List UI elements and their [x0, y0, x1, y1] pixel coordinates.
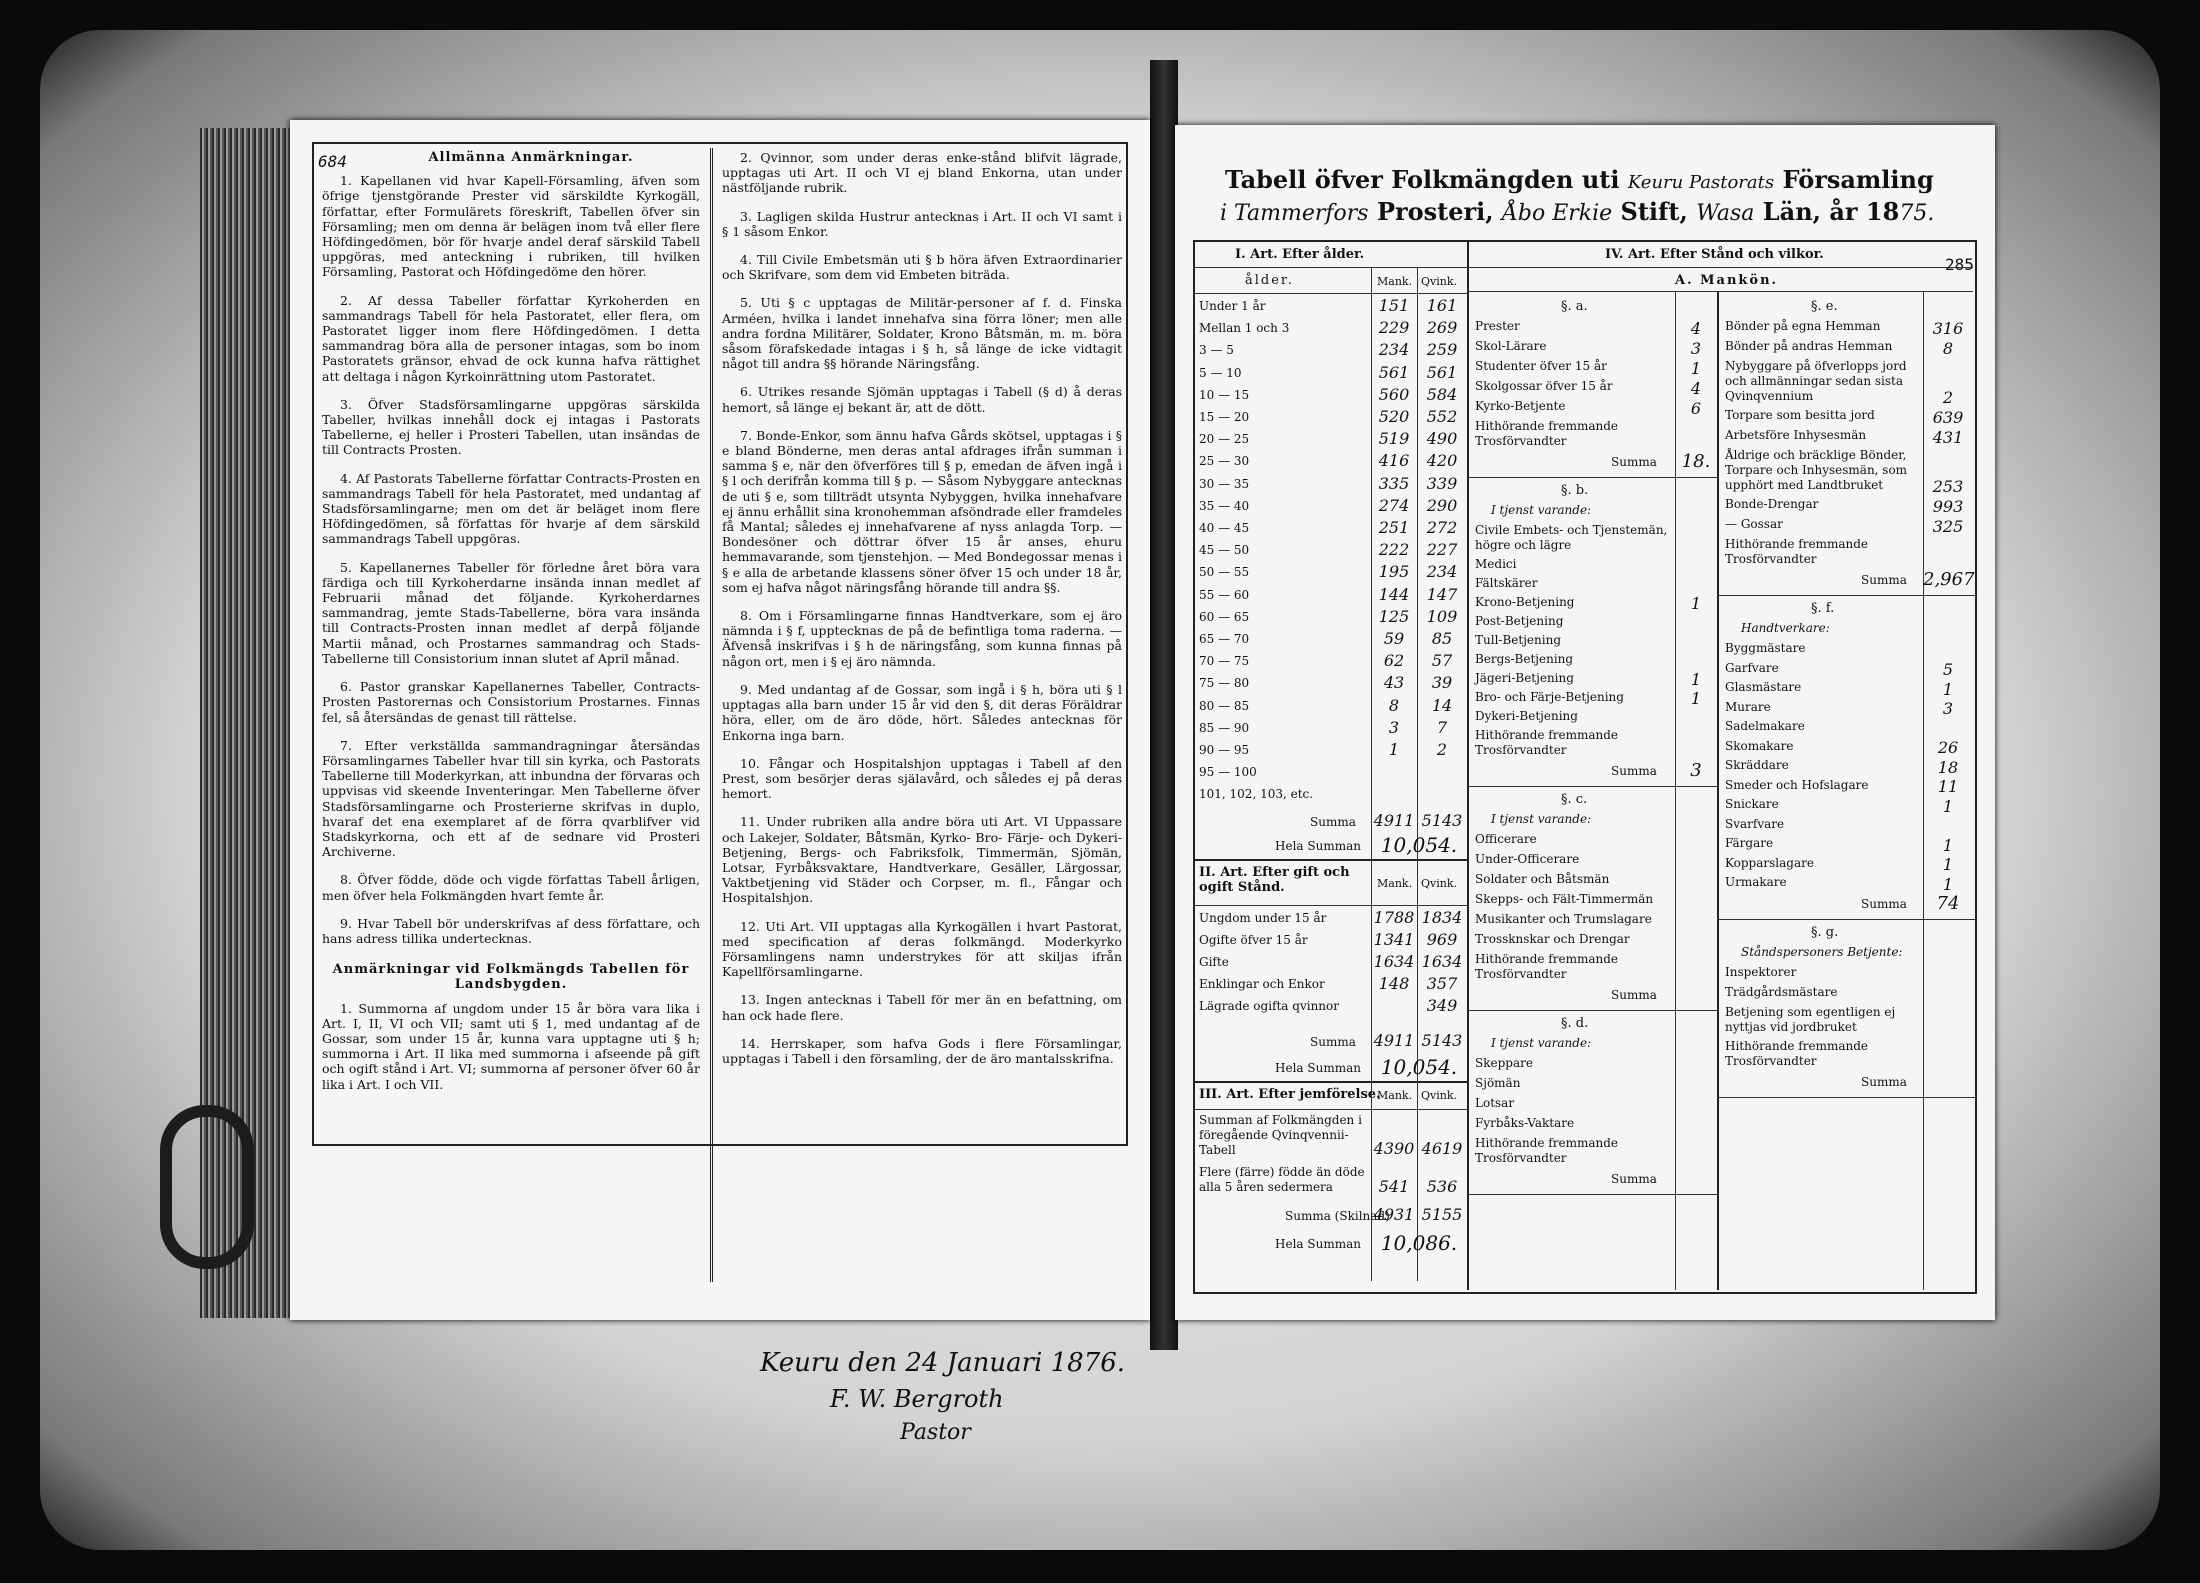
art2-col-men: Mank.	[1377, 877, 1413, 890]
sb-row-label: Krono-Betjening	[1475, 595, 1575, 609]
sb-row-label: Dykeri-Betjening	[1475, 709, 1578, 723]
art1-row-men: 335	[1378, 473, 1410, 493]
art2-row-men: 148	[1378, 974, 1410, 993]
art2-row-men: 1341	[1373, 930, 1415, 949]
sf-row-value: 26	[1937, 738, 1959, 757]
art2-row-women: 357	[1426, 974, 1458, 993]
sa-summa-label: Summa	[1611, 455, 1657, 469]
sa-row-value: 3	[1690, 339, 1702, 358]
se-row-value: 316	[1932, 319, 1964, 338]
sb-row-label: Fältskärer	[1475, 576, 1538, 590]
book-clasp	[160, 1105, 254, 1269]
signature-date: Keuru den 24 Januari 1876.	[760, 1348, 1126, 1378]
remark-paragraph: 1. Kapellanen vid hvar Kapell-Församling, äfven som öfrige tjenstgörande Prester vid särskildte Kyrkogäll, författar, efter Formulärets föreskrift, Tabellen öfver sin Församling; men om denna är belägen inom två eller flere Höfdingedömen, bör för hvarje andel deraf särskild Tabell uppgöras, med anteckning i rubriken, till hvilken Församling, Pastorat och Höfdingedöme den hörer.	[322, 173, 700, 280]
sf-row-label: Skräddare	[1725, 758, 1789, 772]
remark-paragraph: 13. Ingen antecknas i Tabell för mer än en befattning, om han ock hade flere.	[722, 992, 1122, 1023]
right-page	[1175, 125, 1995, 1320]
art2-row-men: 1634	[1373, 952, 1415, 971]
art1-row-label: 101, 102, 103, etc.	[1199, 787, 1314, 802]
art1-row-label: 55 — 60	[1199, 587, 1250, 602]
remark-paragraph: 7. Efter verkställda sammandragningar återsändas Församlingarnes Tabeller hvar till sin kyrka, och Pastorats Tabellerne till Moderkyrkan, att inbundna der förvaras och uppvisas vid skeende Inventeringar. Men Tabellerne öfver Stadsförsamlingarne och Prosterierne skrifvas in duplo, hvaraf det ena exemplaret af de förra qvarblifver vid Stadskyrkorna, och ett af de sednare vid Prosteri Archiverne.	[322, 737, 700, 860]
sf-row-value: 1	[1942, 679, 1954, 699]
sf-row-value: 1	[1942, 835, 1954, 855]
corner-page-number: 285	[1945, 255, 1974, 274]
art1-row-men: 416	[1378, 451, 1410, 471]
art1-row-label: 5 — 10	[1199, 365, 1242, 380]
sb-row-value: 1	[1690, 689, 1702, 708]
art1-total-label: Hela Summan	[1275, 839, 1361, 853]
art1-row-label: 30 — 35	[1199, 476, 1250, 491]
art1-row-men: 8	[1388, 695, 1400, 715]
art1-row-women: 227	[1426, 540, 1458, 560]
art1-row-women: 147	[1426, 584, 1458, 604]
art1-row-women: 584	[1426, 384, 1458, 404]
art1-row-women: 552	[1426, 407, 1458, 426]
sg-row-label: Betjening som egentligen ej nyttjas vid jordbruket	[1725, 1004, 1896, 1034]
sb-row-label: Tull-Betjening	[1475, 633, 1562, 647]
remark-paragraph: 14. Herrskaper, som hafva Gods i flere Församlingar, upptagas i Tabell i den församling, der de äro mantalsskrifna.	[722, 1035, 1122, 1066]
remark-paragraph: 4. Till Civile Embetsmän uti § b höra äfven Extraordinarier och Skrifvare, som dem vid Embeten biträda.	[722, 252, 1122, 283]
art2-row-women: 1834	[1421, 908, 1463, 927]
art1-row-women: 490	[1426, 429, 1458, 449]
sb-row-label: Jägeri-Betjening	[1475, 671, 1574, 685]
se-row-label: Nybyggare på öfverlopps jord och allmänningar sedan sista Qvinqvennium	[1725, 359, 1907, 403]
se-row-label: — Gossar	[1725, 517, 1783, 531]
sa-row-label: Skol-Lärare	[1475, 339, 1547, 353]
se-row-value: 993	[1932, 497, 1964, 516]
remark-paragraph: 6. Utrikes resande Sjömän upptagas i Tabell (§ d) å deras hemort, så länge ej bekant är, att de dött.	[722, 384, 1122, 415]
sd-row-label: Fyrbåks-Vaktare	[1475, 1116, 1575, 1130]
art1-row-women: 161	[1426, 296, 1458, 315]
sd-title: §. d.	[1561, 1016, 1589, 1031]
handwritten-parish: Keuru Pastorats	[1627, 172, 1775, 193]
sf-row-value: 3	[1942, 699, 1954, 718]
column-separator	[710, 148, 713, 1282]
sb-summa-label: Summa	[1611, 764, 1657, 778]
sd-row-label: Lotsar	[1475, 1096, 1515, 1110]
art1-row-men: 125	[1378, 606, 1410, 626]
sc-title: §. c.	[1561, 792, 1588, 807]
sb-row-label: Bro- och Färje-Betjening	[1475, 690, 1624, 704]
art2-row-women: 349	[1426, 996, 1458, 1015]
art2-total: 10,054.	[1380, 1055, 1458, 1079]
art1-col-women: Qvink.	[1421, 275, 1457, 288]
sc-row-label: Officerare	[1475, 832, 1537, 846]
se-row-label: Hithörande fremmande Trosförvandter	[1725, 537, 1868, 566]
art1-row-men: 62	[1383, 651, 1405, 671]
sf-row-value: 5	[1942, 660, 1954, 679]
art2-row-label: Lägrade ogifta qvinnor	[1199, 999, 1339, 1013]
art2-row-women: 969	[1426, 930, 1458, 949]
sa-row-label: Skolgossar öfver 15 år	[1475, 379, 1613, 393]
sd-row-label: Hithörande fremmande Trosförvandter	[1475, 1136, 1618, 1165]
sf-row-label: Kopparslagare	[1725, 855, 1814, 870]
art3-total-label: Hela Summan	[1275, 1237, 1361, 1251]
art1-row-women: 7	[1436, 717, 1448, 737]
art3-col-women: Qvink.	[1421, 1089, 1457, 1102]
art3-row2-label: Flere (färre) födde än döde alla 5 åren sedermera	[1199, 1165, 1365, 1194]
art1-row-men: 560	[1378, 384, 1410, 404]
art1-row-label: 20 — 25	[1199, 432, 1250, 447]
art1-row-women: 57	[1431, 651, 1453, 671]
sb-row-label: Bergs-Betjening	[1475, 652, 1574, 666]
art2-summa-label: Summa	[1310, 1035, 1356, 1049]
sc-subtitle: I tjenst varande:	[1491, 812, 1592, 826]
art1-total: 10,054.	[1380, 833, 1458, 857]
sf-row-value: 1	[1942, 796, 1954, 816]
remark-paragraph: 7. Bonde-Enkor, som ännu hafva Gårds skötsel, upptagas i § e bland Bönderne, men deras antal afdrages ifrån summan i samma § e, när den öfverföres till § p, emedan de äfven ingå i § l och derifrån komma till § p. — Såsom Nybyggare antecknas de uti § e, som tillträdt utsynta Nybyggen, hvilka innehafvare ej ännu erhållit sina kronohemman afsöndrade eller framdeles få Mantal; således ej innehafvarene af nyss anlagda Torp. — Bondesöner och döttrar öfver 15 år anses, ehuru hemmavarande, som tjenstehjon. — Med Bondegossar menas i § e alla de arbetande klassens söner öfver 15 och under 18 år, som ej hafva något näringsfång hörande till andra §§.	[722, 427, 1122, 595]
sa-row-label: Hithörande fremmande Trosförvandter	[1475, 419, 1618, 448]
art1-row-men: 195	[1378, 562, 1410, 582]
sf-row-label: Snickare	[1725, 797, 1779, 811]
art3-total: 10,086.	[1380, 1231, 1458, 1255]
sb-row-value: 1	[1690, 670, 1702, 689]
sa-row-label: Kyrko-Betjente	[1475, 399, 1566, 413]
sc-row-label: Trossknskar och Drengar	[1475, 932, 1630, 946]
art2-col-women: Qvink.	[1421, 877, 1457, 890]
sg-title: §. g.	[1811, 924, 1839, 940]
sd-row-label: Sjömän	[1475, 1076, 1521, 1090]
sc-summa-label: Summa	[1611, 988, 1657, 1002]
sb-row-label: Hithörande fremmande Trosförvandter	[1475, 728, 1618, 757]
sf-row-value: 11	[1937, 777, 1959, 796]
sf-row-value: 1	[1942, 855, 1954, 874]
sf-row-label: Garfvare	[1725, 660, 1779, 675]
sa-summa: 18.	[1681, 451, 1711, 472]
art2-row-label: Ogifte öfver 15 år	[1199, 933, 1308, 947]
art1-row-label: 85 — 90	[1199, 720, 1250, 735]
se-row-label: Torpare som besitta jord	[1725, 408, 1875, 422]
art1-row-women: 234	[1426, 562, 1458, 582]
rural-remarks-column	[722, 150, 1122, 1280]
art1-row-men: 251	[1378, 518, 1410, 537]
art3-header: III. Art. Efter jemförelse.	[1199, 1087, 1381, 1102]
art1-row-men: 519	[1378, 429, 1410, 449]
sg-summa-label: Summa	[1861, 1074, 1907, 1089]
art1-row-men: 229	[1378, 318, 1410, 338]
rural-remarks-heading: Anmärkningar vid Folkmängds Tabellen för Landsbygden.	[332, 962, 690, 993]
remark-paragraph: 5. Kapellanernes Tabeller för förledne året böra vara färdiga och till Kyrkoherdarne insända innan medlet af Februarii månad det följande. Kyrkoherdarnes sammandrag, jemte Stads-Tabellerne, böra vara insända till Contracts-Prosten innan medlet af derpå följande Martii månad, och Prostarnes sammandrag och Stads-Tabellerne till Consistorium innan slutet af April månad.	[322, 559, 700, 666]
sf-row-label: Sadelmakare	[1725, 719, 1805, 733]
se-row-label: Arbetsföre Inhysesmän	[1725, 428, 1867, 442]
sf-row-value: 18	[1937, 757, 1959, 777]
sg-row-label: Inspektorer	[1725, 964, 1797, 979]
art1-row-women: 420	[1426, 451, 1458, 471]
art1-row-women: 272	[1426, 518, 1458, 537]
art1-row-label: 35 — 40	[1199, 498, 1250, 513]
sc-row-label: Under-Officerare	[1475, 852, 1580, 866]
remark-paragraph: 6. Pastor granskar Kapellanernes Tabeller, Contracts-Prosten Pastorernas och Consistorium Prostarnes. Finnas fel, så återsändas de genast till rättelse.	[322, 679, 700, 725]
se-row-value: 431	[1932, 428, 1964, 447]
sf-row-label: Svarfvare	[1725, 816, 1785, 831]
sf-subtitle: Handtverkare:	[1741, 621, 1830, 635]
art1-row-label: 90 — 95	[1199, 743, 1250, 757]
remark-paragraph: 2. Af dessa Tabeller författar Kyrkoherden en sammandrags Tabell för hela Pastoratet, eller flera, om Pastoratet ligger inom flere Höfdingedömen. I detta sammandrag böra alla de personer intagas, som bo inom Pastoratets gränsor, ehvad de ock kunna hafva rättighet att deltaga i någon Kyrkoinrättning utom Pastoratet.	[322, 292, 700, 384]
sf-row-label: Urmakare	[1725, 875, 1787, 889]
general-remarks-heading: Allmänna Anmärkningar.	[428, 150, 634, 165]
art1-row-men: 3	[1388, 717, 1400, 737]
art1-row-women: 2	[1436, 740, 1448, 759]
art3-row1-label: Summan af Folkmängden i föregående Qvinqvennii-Tabell	[1199, 1113, 1362, 1157]
art1-row-men: 43	[1383, 673, 1405, 693]
art1-row-men: 151	[1378, 296, 1410, 315]
sd-subtitle: I tjenst varande:	[1491, 1036, 1592, 1050]
art1-row-label: 40 — 45	[1199, 521, 1250, 535]
left-page	[290, 120, 1150, 1378]
se-row-value: 8	[1942, 339, 1954, 358]
se-row-label: Bönder på andras Hemman	[1725, 339, 1893, 353]
table-title-line1: Tabell öfver Folkmängden uti Keuru Pastorats Församling	[1225, 165, 1934, 194]
art3-row2-women: 536	[1426, 1177, 1458, 1196]
remark-paragraph: 3. Lagligen skilda Hustrur antecknas i Art. II och VI samt i § 1 såsom Enkor.	[722, 208, 1122, 239]
art1-row-label: 10 — 15	[1199, 387, 1250, 402]
art1-row-men: 222	[1378, 540, 1410, 560]
general-remarks-column	[322, 150, 700, 1280]
art2-row-label: Enklingar och Enkor	[1199, 977, 1325, 991]
sf-row-label: Murare	[1725, 699, 1771, 714]
art1-row-label: 25 — 30	[1199, 454, 1250, 469]
art1-row-women: 290	[1426, 495, 1458, 515]
se-row-value: 2	[1942, 388, 1954, 407]
art2-row-women: 1634	[1421, 952, 1463, 971]
art4-subheader: A. Mankön.	[1675, 273, 1779, 288]
art1-row-label: 3 — 5	[1199, 343, 1234, 358]
se-row-label: Bonde-Drengar	[1725, 497, 1819, 511]
sb-summa: 3	[1690, 760, 1702, 781]
se-row-value: 639	[1932, 408, 1964, 427]
se-row-value: 253	[1932, 477, 1964, 496]
art2-row-label: Ungdom under 15 år	[1199, 911, 1327, 925]
art1-row-women: 109	[1426, 606, 1458, 626]
art2-summa-men: 4911	[1373, 1031, 1415, 1050]
remark-paragraph: 9. Hvar Tabell bör underskrifvas af dess författare, och hans adress tillika undertecknas.	[322, 915, 700, 946]
sb-subtitle: I tjenst varande:	[1491, 503, 1592, 517]
se-summa-label: Summa	[1861, 573, 1907, 587]
sf-row-label: Glasmästare	[1725, 680, 1802, 694]
art1-summa-women: 5143	[1421, 811, 1463, 830]
remark-paragraph: 11. Under rubriken alla andre böra uti Art. VI Uppassare och Lakejer, Soldater, Båtsmän, Kyrko- Bro- Färje- och Dykeri-Betjening, Bergs- och Fabriksfolk, Timmermän, Sjömän, Lotsar, Fyrbåksvaktare, Handtverkare, Gesäller, Lärgossar, Vaktbetjening vid Städer och Corpser, m. fl., Fångar och Hospitalshjon.	[722, 814, 1122, 906]
book-spine	[1150, 60, 1178, 1350]
sb-title: §. b.	[1561, 483, 1589, 498]
art1-row-label: 95 — 100	[1199, 765, 1257, 780]
art1-row-label: Mellan 1 och 3	[1199, 321, 1290, 336]
art1-row-women: 339	[1426, 473, 1458, 493]
art3-row2-men: 541	[1378, 1177, 1410, 1196]
art1-row-label: 50 — 55	[1199, 565, 1250, 580]
art1-row-men: 234	[1378, 340, 1410, 360]
art2-row-men: 1788	[1373, 908, 1415, 927]
sc-row-label: Skepps- och Fält-Timmermän	[1475, 892, 1654, 906]
sb-row-label: Civile Embets- och Tjenstemän, högre och lägre	[1475, 523, 1668, 552]
art1-row-label: 75 — 80	[1199, 676, 1250, 691]
art1-row-women: 14	[1431, 695, 1453, 715]
sf-row-label: Byggmästare	[1725, 641, 1806, 655]
art1-row-men: 561	[1378, 362, 1410, 382]
sa-row-value: 6	[1690, 399, 1702, 418]
signature-name: F. W. Bergroth	[830, 1385, 1004, 1413]
art1-col-age: ålder.	[1245, 273, 1294, 288]
page-number: 684	[318, 152, 347, 171]
art3-summa-women: 5155	[1421, 1205, 1463, 1224]
art1-row-women: 39	[1431, 673, 1453, 693]
sb-row-value: 1	[1690, 594, 1702, 613]
art1-col-men: Mank.	[1377, 275, 1413, 288]
sa-row-label: Prester	[1475, 319, 1520, 333]
se-row-label: Åldrige och bräcklige Bönder, Torpare och Inhysesmän, som upphört med Landtbruket	[1725, 448, 1908, 492]
art1-row-men: 520	[1378, 407, 1410, 426]
remark-paragraph: 3. Öfver Stadsförsamlingarne uppgöras särskilda Tabeller, hvilkas innehåll dock ej intagas i Pastorats Tabellerne, ej heller i Prosteri Tabellen, utan insändas de till Contracts Prosten.	[322, 396, 700, 458]
art1-row-label: 45 — 50	[1199, 543, 1250, 558]
sg-subtitle: Ståndspersoners Betjente:	[1741, 944, 1903, 959]
art1-row-label: 60 — 65	[1199, 609, 1250, 624]
remark-paragraph: 4. Af Pastorats Tabellerne författar Contracts-Prosten en sammandrags Tabell för hela Pastoratet, med undantag af Stadsförsamlingarne; men om det är beläget inom flere Höfdingedömen, så författas för hvarje af dem särskild sammandrags Tabell uppgöras.	[322, 470, 700, 547]
sd-row-label: Skeppare	[1475, 1056, 1533, 1070]
remark-paragraph: 9. Med undantag af de Gossar, som ingå i § h, böra uti § l upptagas alla barn under 15 år vid den §, dit deras Föräldrar höra, eller, om de äro döde, hört. Således antecknas för Enkorna inga barn.	[722, 681, 1122, 743]
sg-row-label: Trädgårdsmästare	[1725, 984, 1838, 999]
sc-row-label: Musikanter och Trumslagare	[1475, 912, 1652, 926]
art1-row-men: 59	[1383, 629, 1405, 648]
art1-row-men: 1	[1388, 740, 1400, 759]
sf-title: §. f.	[1811, 601, 1835, 616]
sa-row-value: 1	[1690, 359, 1702, 378]
remark-paragraph: 1. Summorna af ungdom under 15 år böra vara lika i Art. I, II, VI och VII; samt uti § 1, med undantag af de Gossar, som under 15 år, kunna vara upptagne uti § h; summorna i Art. II lika med summorna i afseende på gift och ogift stånd i Art. VI; summorna af personer öfver 60 år lika i Art. I och VII.	[322, 1000, 700, 1092]
se-row-label: Bönder på egna Hemman	[1725, 319, 1881, 333]
art2-header: II. Art. Efter gift och ogift Stånd.	[1199, 865, 1350, 895]
art3-col-men: Mank.	[1377, 1089, 1413, 1102]
remark-paragraph: 8. Om i Församlingarne finnas Handtverkare, som ej äro nämnda i § f, upptecknas de på de befintliga toma raderna. — Äfvenså inskrifvas i § h de näringsfång, som kunna finnas på någon ort, men i § ej äro nämnda.	[722, 608, 1122, 669]
art1-row-men: 144	[1378, 584, 1410, 604]
art1-summa-men: 4911	[1373, 811, 1415, 830]
art1-summa-label: Summa	[1310, 815, 1356, 829]
art3-row1-women: 4619	[1421, 1139, 1463, 1158]
art2-summa-women: 5143	[1421, 1031, 1463, 1050]
remark-paragraph: 12. Uti Art. VII upptagas alla Kyrkogällen i hvart Pastorat, med specification af deras folkmängd. Moderkyrko Församlingens namn understrykes för att skiljas ifrån Kapellförsamlingarne.	[722, 918, 1122, 980]
art1-row-label: 70 — 75	[1199, 654, 1250, 669]
art1-row-label: 65 — 70	[1199, 632, 1250, 646]
sf-summa-label: Summa	[1861, 896, 1907, 911]
sb-row-label: Medici	[1475, 557, 1517, 571]
sa-row-label: Studenter öfver 15 år	[1475, 359, 1607, 373]
art3-summa-men: 4931	[1373, 1205, 1415, 1224]
sf-row-label: Smeder och Hofslagare	[1725, 777, 1869, 792]
art3-summa-label: Summa (Skilnad)	[1285, 1209, 1390, 1223]
art1-row-label: 15 — 20	[1199, 410, 1250, 424]
sg-row-label: Hithörande fremmande Trosförvandter	[1725, 1038, 1868, 1068]
art1-row-men: 274	[1378, 495, 1410, 515]
sb-row-label: Post-Betjening	[1475, 614, 1564, 628]
art1-header: I. Art. Efter ålder.	[1235, 247, 1365, 262]
sf-row-value: 1	[1942, 874, 1954, 894]
art1-row-label: 80 — 85	[1199, 698, 1250, 713]
remark-paragraph: 2. Qvinnor, som under deras enke-stånd blifvit lägrade, upptagas uti Art. II och VI ej bland Enkorna, utan under nästföljande rubrik.	[722, 150, 1122, 196]
se-row-value: 325	[1932, 517, 1964, 536]
sd-summa-label: Summa	[1611, 1172, 1657, 1186]
art2-row-label: Gifte	[1199, 955, 1229, 969]
sa-title: §. a.	[1561, 299, 1588, 314]
remark-paragraph: 8. Öfver födde, döde och vigde författas Tabell årligen, men öfver hela Folkmängden hvart femte år.	[322, 872, 700, 903]
art3-row1-men: 4390	[1373, 1139, 1415, 1158]
art1-row-women: 85	[1431, 629, 1453, 648]
sf-summa: 74	[1936, 892, 1960, 914]
art4-header: IV. Art. Efter Stånd och vilkor.	[1605, 247, 1824, 262]
sc-row-label: Hithörande fremmande Trosförvandter	[1475, 952, 1618, 981]
art1-row-label: Under 1 år	[1199, 299, 1266, 313]
art1-row-women: 561	[1426, 362, 1458, 382]
se-summa: 2,967	[1923, 569, 1975, 590]
se-title: §. e.	[1811, 299, 1838, 314]
sa-row-value: 4	[1690, 379, 1702, 398]
art2-total-label: Hela Summan	[1275, 1061, 1361, 1075]
remark-paragraph: 10. Fångar och Hospitalshjon upptagas i Tabell af den Prest, som besörjer deras själavård, och således ej på deras hemort.	[722, 755, 1122, 802]
signature-title: Pastor	[900, 1420, 971, 1445]
table-title-line2: i Tammerfors Prosteri, Åbo Erkie Stift, Wasa Län, år 1875.	[1220, 197, 1935, 226]
remark-paragraph: 5. Uti § c upptagas de Militär-personer af f. d. Finska Arméen, hvilka i landet innehafva sina förra löner; men alle andra fordna Militärer, Soldater, Krono Båtsmän, m. m. böra såsom förafskedade intagas i § h, så länge de icke vidtagit något till andra §§ hörande Näringsfång.	[722, 295, 1122, 372]
sa-row-value: 4	[1690, 319, 1702, 338]
sf-row-label: Skomakare	[1725, 738, 1794, 753]
sf-row-label: Färgare	[1725, 836, 1774, 850]
art1-row-women: 269	[1426, 318, 1458, 338]
sc-row-label: Soldater och Båtsmän	[1475, 872, 1610, 886]
art1-row-women: 259	[1426, 340, 1458, 360]
